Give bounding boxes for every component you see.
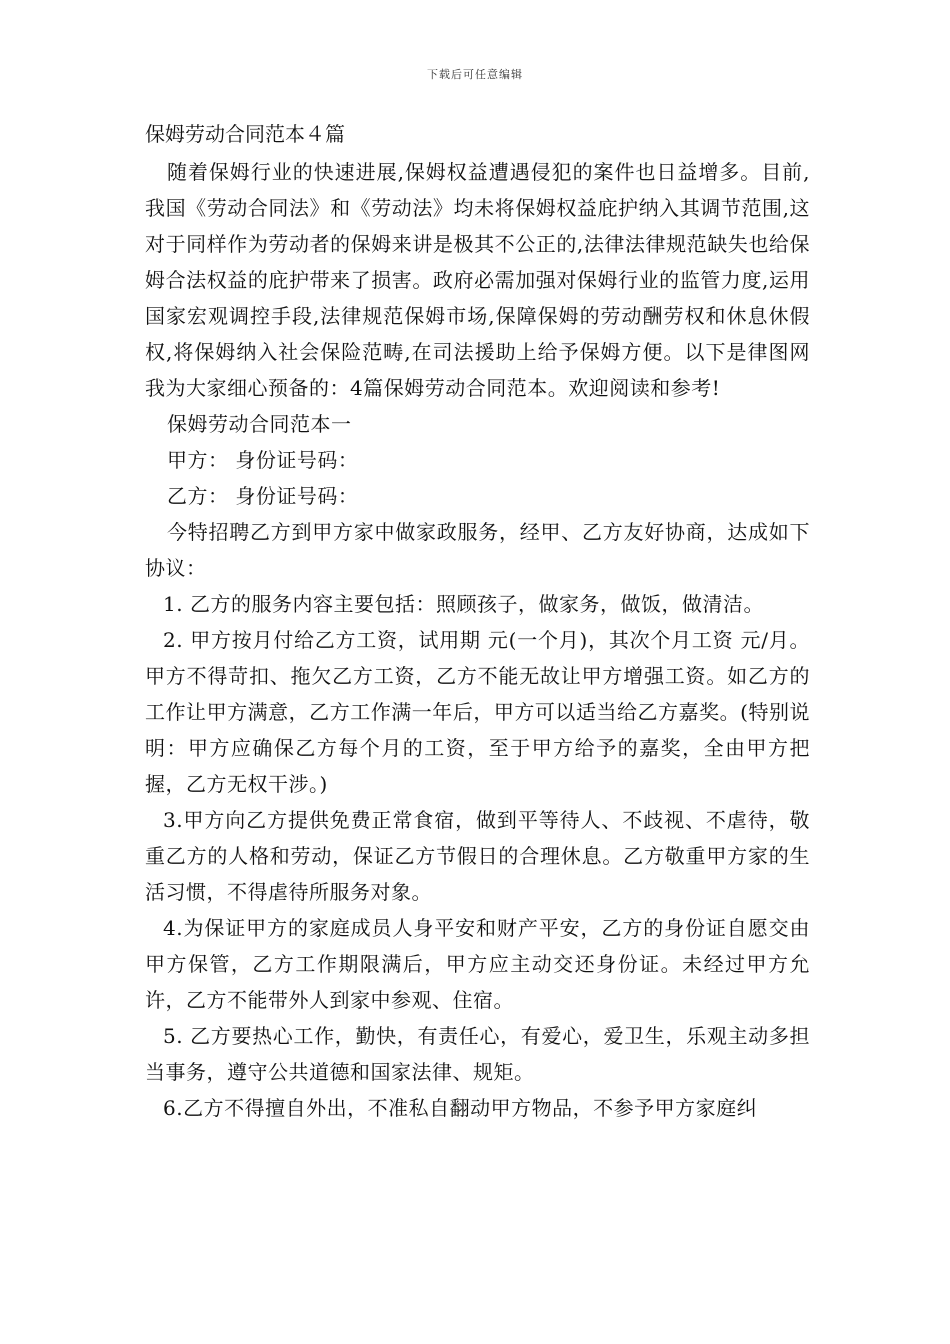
clause-5: 5. 乙方要热心工作，勤快，有责任心，有爱心，爱卫生，乐观主动多担当事务，遵守公共道德和国家法律、规矩。	[145, 1024, 810, 1084]
document-body	[145, 120, 810, 1126]
intro-paragraph: 随着保姆行业的快速进展,保姆权益遭遇侵犯的案件也日益增多。目前,我国《劳动合同法》和《劳动法》均未将保姆权益庇护纳入其调节范围,这对于同样作为劳动者的保姆来讲是极其不公正的,法律法律规范缺失也给保姆合法权益的庇护带来了损害。政府必需加强对保姆行业的监管力度,运用国家宏观调控手段,法律规范保姆市场,保障保姆的劳动酬劳权和休息休假权,将保姆纳入社会保险范畴,在司法援助上给予保姆方便。以下是律图网我为大家细心预备的：4篇保姆劳动合同范本。欢迎阅读和参考!	[145, 160, 810, 400]
document-title: 保姆劳动合同范本４篇	[145, 122, 345, 146]
party-a-line: 甲方： 身份证号码：	[167, 448, 359, 472]
clause-3: 3.甲方向乙方提供免费正常食宿，做到平等待人、不歧视、不虐待，敬重乙方的人格和劳动，保证乙方节假日的合理休息。乙方敬重甲方家的生活习惯，不得虐待所服务对象。	[145, 808, 810, 904]
preamble-paragraph: 今特招聘乙方到甲方家中做家政服务，经甲、乙方友好协商，达成如下协议：	[145, 520, 810, 580]
party-b-line: 乙方： 身份证号码：	[167, 484, 359, 508]
clause-6: 6.乙方不得擅自外出，不准私自翻动甲方物品，不参予甲方家庭纠	[163, 1096, 758, 1120]
clause-4: 4.为保证甲方的家庭成员人身平安和财产平安，乙方的身份证自愿交由甲方保管，乙方工作期限满后，甲方应主动交还身份证。未经过甲方允许，乙方不能带外人到家中参观、住宿。	[145, 916, 810, 1012]
header-note: 下载后可任意编辑	[427, 68, 523, 81]
section-title: 保姆劳动合同范本一	[167, 412, 352, 436]
clause-1: 1. 乙方的服务内容主要包括：照顾孩子，做家务，做饭，做清洁。	[163, 592, 764, 616]
clause-2: 2. 甲方按月付给乙方工资，试用期 元(一个月)，其次个月工资 元/月。甲方不得苛扣、拖欠乙方工资，乙方不能无故让甲方增强工资。如乙方的工作让甲方满意，乙方工作满一年后，甲方可以适当给乙方嘉奖。(特别说明：甲方应确保乙方每个月的工资，至于甲方给予的嘉奖，全由甲方把握，乙方无权干涉。)	[145, 628, 810, 796]
